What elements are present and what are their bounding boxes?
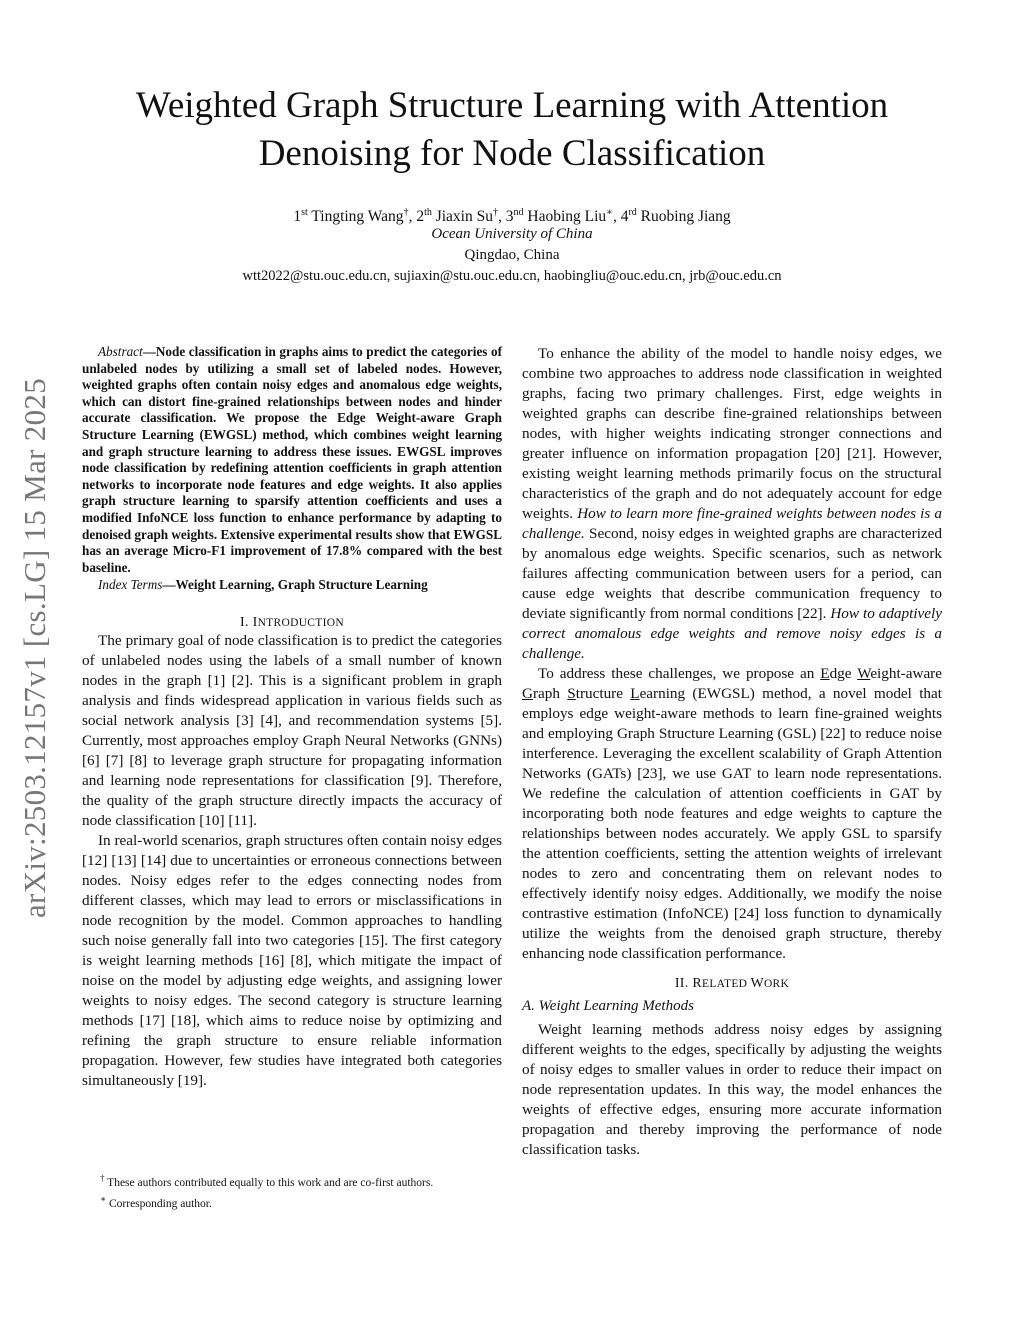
footnote-1 — [82, 1170, 502, 1191]
author-3-mark: ∗ — [606, 207, 613, 218]
intro-paragraph-4 — [522, 664, 942, 964]
index-terms-label: Index Terms — [98, 577, 163, 593]
acronym-rest: tructure — [575, 685, 631, 702]
author-4-index: 4 — [620, 208, 629, 226]
author-1-name: Tingting Wang — [311, 208, 404, 226]
footnote-2 — [82, 1191, 502, 1212]
left-column — [82, 344, 502, 1091]
author-2-name: Jiaxin Su — [435, 208, 493, 226]
author-3-ordinal: nd — [513, 207, 524, 218]
author-list: 1st Tingting Wang†, 2th Jiaxin Su†, 3nd Haobing Liu∗, 4rd Ruobing Jiang — [293, 207, 731, 226]
section-number: I. — [240, 614, 253, 630]
section-heading-initial: W — [750, 976, 764, 991]
section-heading-initial: I — [252, 614, 258, 630]
index-terms — [82, 577, 502, 594]
section-number: II. — [674, 976, 693, 991]
acronym-letter: E — [820, 665, 830, 682]
abstract — [82, 344, 502, 576]
author-2-ordinal: th — [424, 207, 432, 218]
abstract-text: —Node classification in graphs aims to predict the categories of unlabeled nodes by utilizing a small set of labeled nodes. However, weighted graphs often contain noisy edges and anomalous edge weights, which can distort fine-grained relationships between nodes and hinder accurate classification. We propose the Edge Weight-aware Graph Structure Learning (EWGSL) method, which combines weight learning and graph structure learning to address these issues. EWGSL improves node classification by redefining attention coefficients in graph attention networks to incorporate node features and edge weights. It also applies graph structure learning to sparsify attention coefficients and uses a modified InfoNCE loss function to enhance performance by adapting to denoised graph weights. Extensive experimental results show that EWGSL has an average Micro-F1 improvement of 17.8% compared with the best baseline. — [82, 344, 502, 575]
author-1-ordinal: st — [301, 207, 308, 218]
abstract-label: Abstract — [98, 344, 143, 359]
arxiv-id: arXiv:2503.12157v1 [cs.LG] 15 Mar 2025 — [17, 377, 52, 919]
affiliation-city: Qingdao, China — [464, 247, 560, 263]
intro-p4-text-a: To address these challenges, we propose an — [538, 665, 821, 682]
title-line-2: Denoising for Node Classification — [258, 133, 766, 174]
acronym-rest: dge — [829, 665, 858, 682]
section-heading-rest: NTRODUCTION — [257, 616, 344, 629]
acronym-letter: W — [857, 665, 871, 682]
challenge-1: How to learn more fine-grained weights between nodes is a challenge. — [522, 505, 942, 542]
intro-paragraph-1: The primary goal of node classification is to predict the categories of unlabeled nodes using the labels of a small number of known nodes in the graph [1] [2]. This is a significant problem in graph analysis and finds widespread application in various fields such as social network analysis [3] [4], and recommendation systems [5]. Currently, most approaches employ Graph Neural Networks (GNNs) [6] [7] [8] to leverage graph structure for propagating information and learning node representations for classification [9]. Therefore, the quality of the graph structure directly impacts the accuracy of node classification [10] [11]. — [82, 631, 502, 829]
section-heading-initial: R — [692, 976, 703, 991]
footnote-1-mark: † — [100, 1173, 105, 1183]
related-paragraph-1: Weight learning methods address noisy edges by assigning different weights to the edges, specifically by adjusting the weights of noisy edges to smaller values in order to reduce their impact on node representation updates. In this way, the model enhances the weights of effective edges, ensuring more accurate information propagation and thereby improving the performance of node classification tasks. — [522, 1021, 942, 1158]
footnote-1-text: These authors contributed equally to this work and are co-first authors. — [104, 1176, 434, 1189]
section-heading-rest: ELATED — [702, 978, 751, 990]
acronym-letter: G — [522, 685, 533, 702]
section-heading-introduction — [82, 615, 502, 631]
author-4-name: Ruobing Jiang — [640, 208, 731, 226]
author-2-mark: † — [493, 207, 498, 218]
intro-paragraph-2: In real-world scenarios, graph structures often contain noisy edges [12] [13] [14] due to uncertainties or erroneous connections between nodes. Noisy edges refer to the edges connecting nodes from different classes, which may lead to errors or misclassifications in node recognition by the model. Common approaches to handling such noise generally fall into two categories [15]. The first category is weight learning methods [16] [8], which mitigate the impact of noise on the model by adjusting edge weights, and assigning lower weights to noisy edges. The second category is structure learning methods [17] [18], which aims to reduce noise by optimizing and refining the graph structure to ensure reliable information propagation. However, few studies have integrated both categories simultaneously [19]. — [82, 831, 502, 1089]
title-line-1: Weighted Graph Structure Learning with Attention — [135, 85, 889, 126]
acronym-letter: S — [567, 685, 576, 702]
intro-p3-text-a: To enhance the ability of the model to handle noisy edges, we combine two approaches to address node classification in weighted graphs, facing two primary challenges. First, edge weights in weighted graphs can describe fine-grained relationships between nodes, with higher weights indicating stronger connections and greater influence on information propagation [20] [21]. However, existing weight learning methods primarily focus on the structural characteristics of the graph and do not adequately account for edge weights. — [522, 345, 942, 522]
subsection-heading-weight-learning: A. Weight Learning Methods — [522, 998, 694, 1014]
author-3-index: 3 — [505, 208, 514, 226]
section-heading-rest: ORK — [763, 978, 790, 990]
intro-p3-text-b: Second, noisy edges in weighted graphs are characterized by anomalous edge weights. Specific scenarios, such as network failures affecting communication between users for a period, can cause edge weights that describe communication frequency to deviate significantly from normal conditions [22]. — [522, 525, 942, 622]
footnotes — [82, 1170, 502, 1212]
intro-paragraph-3 — [522, 344, 942, 664]
index-terms-text: —Weight Learning, Graph Structure Learning — [162, 577, 428, 593]
section-heading-related-work — [522, 976, 942, 992]
arxiv-sidebar-stamp — [8, 348, 62, 948]
footnote-2-text: Corresponding author. — [106, 1197, 212, 1210]
paper-title — [60, 82, 964, 178]
author-4-ordinal: rd — [628, 207, 637, 218]
footnote-2-mark: ∗ — [100, 1193, 107, 1204]
challenge-2: How to adaptively correct anomalous edge weights and remove noisy edges is a challenge. — [522, 605, 942, 662]
author-3-name: Haobing Liu — [527, 208, 607, 226]
author-2-index: 2 — [416, 208, 425, 226]
intro-p4-text-b: (EWGSL) method, a novel model that employs edge weight-aware methods to learn fine-grained weights and employing Graph Structure Learning (GSL) [22] to reduce noise interference. Leveraging the excellent scalability of Graph Attention Networks (GATs) [23], we use GAT to learn node representations. We redefine the calculation of attention coefficients in GAT by incorporating both node features and edge weights to capture the relationships between nodes accurately. We apply GSL to sparsify the attention coefficients, setting the attention weights of irrelevant nodes to zero and concentrating them on relevant nodes to effectively identify noisy edges. Additionally, we modify the noise contrastive estimation (InfoNCE) [24] loss function to dynamically utilize the weights from the denoised graph structure, thereby enhancing node classification performance. — [522, 685, 942, 962]
author-emails: wtt2022@stu.ouc.edu.cn, sujiaxin@stu.ouc.edu.cn, haobingliu@ouc.edu.cn, jrb@ouc.edu.cn — [242, 268, 782, 284]
acronym-rest: eight-aware — [870, 665, 942, 682]
affiliation: Ocean University of China — [431, 226, 593, 242]
author-1-index: 1 — [293, 208, 302, 226]
acronym-rest: raph — [532, 685, 568, 702]
right-column — [522, 344, 942, 1160]
author-1-mark: † — [403, 207, 409, 218]
acronym-letter: L — [630, 685, 640, 702]
acronym-rest: earning — [639, 685, 686, 702]
